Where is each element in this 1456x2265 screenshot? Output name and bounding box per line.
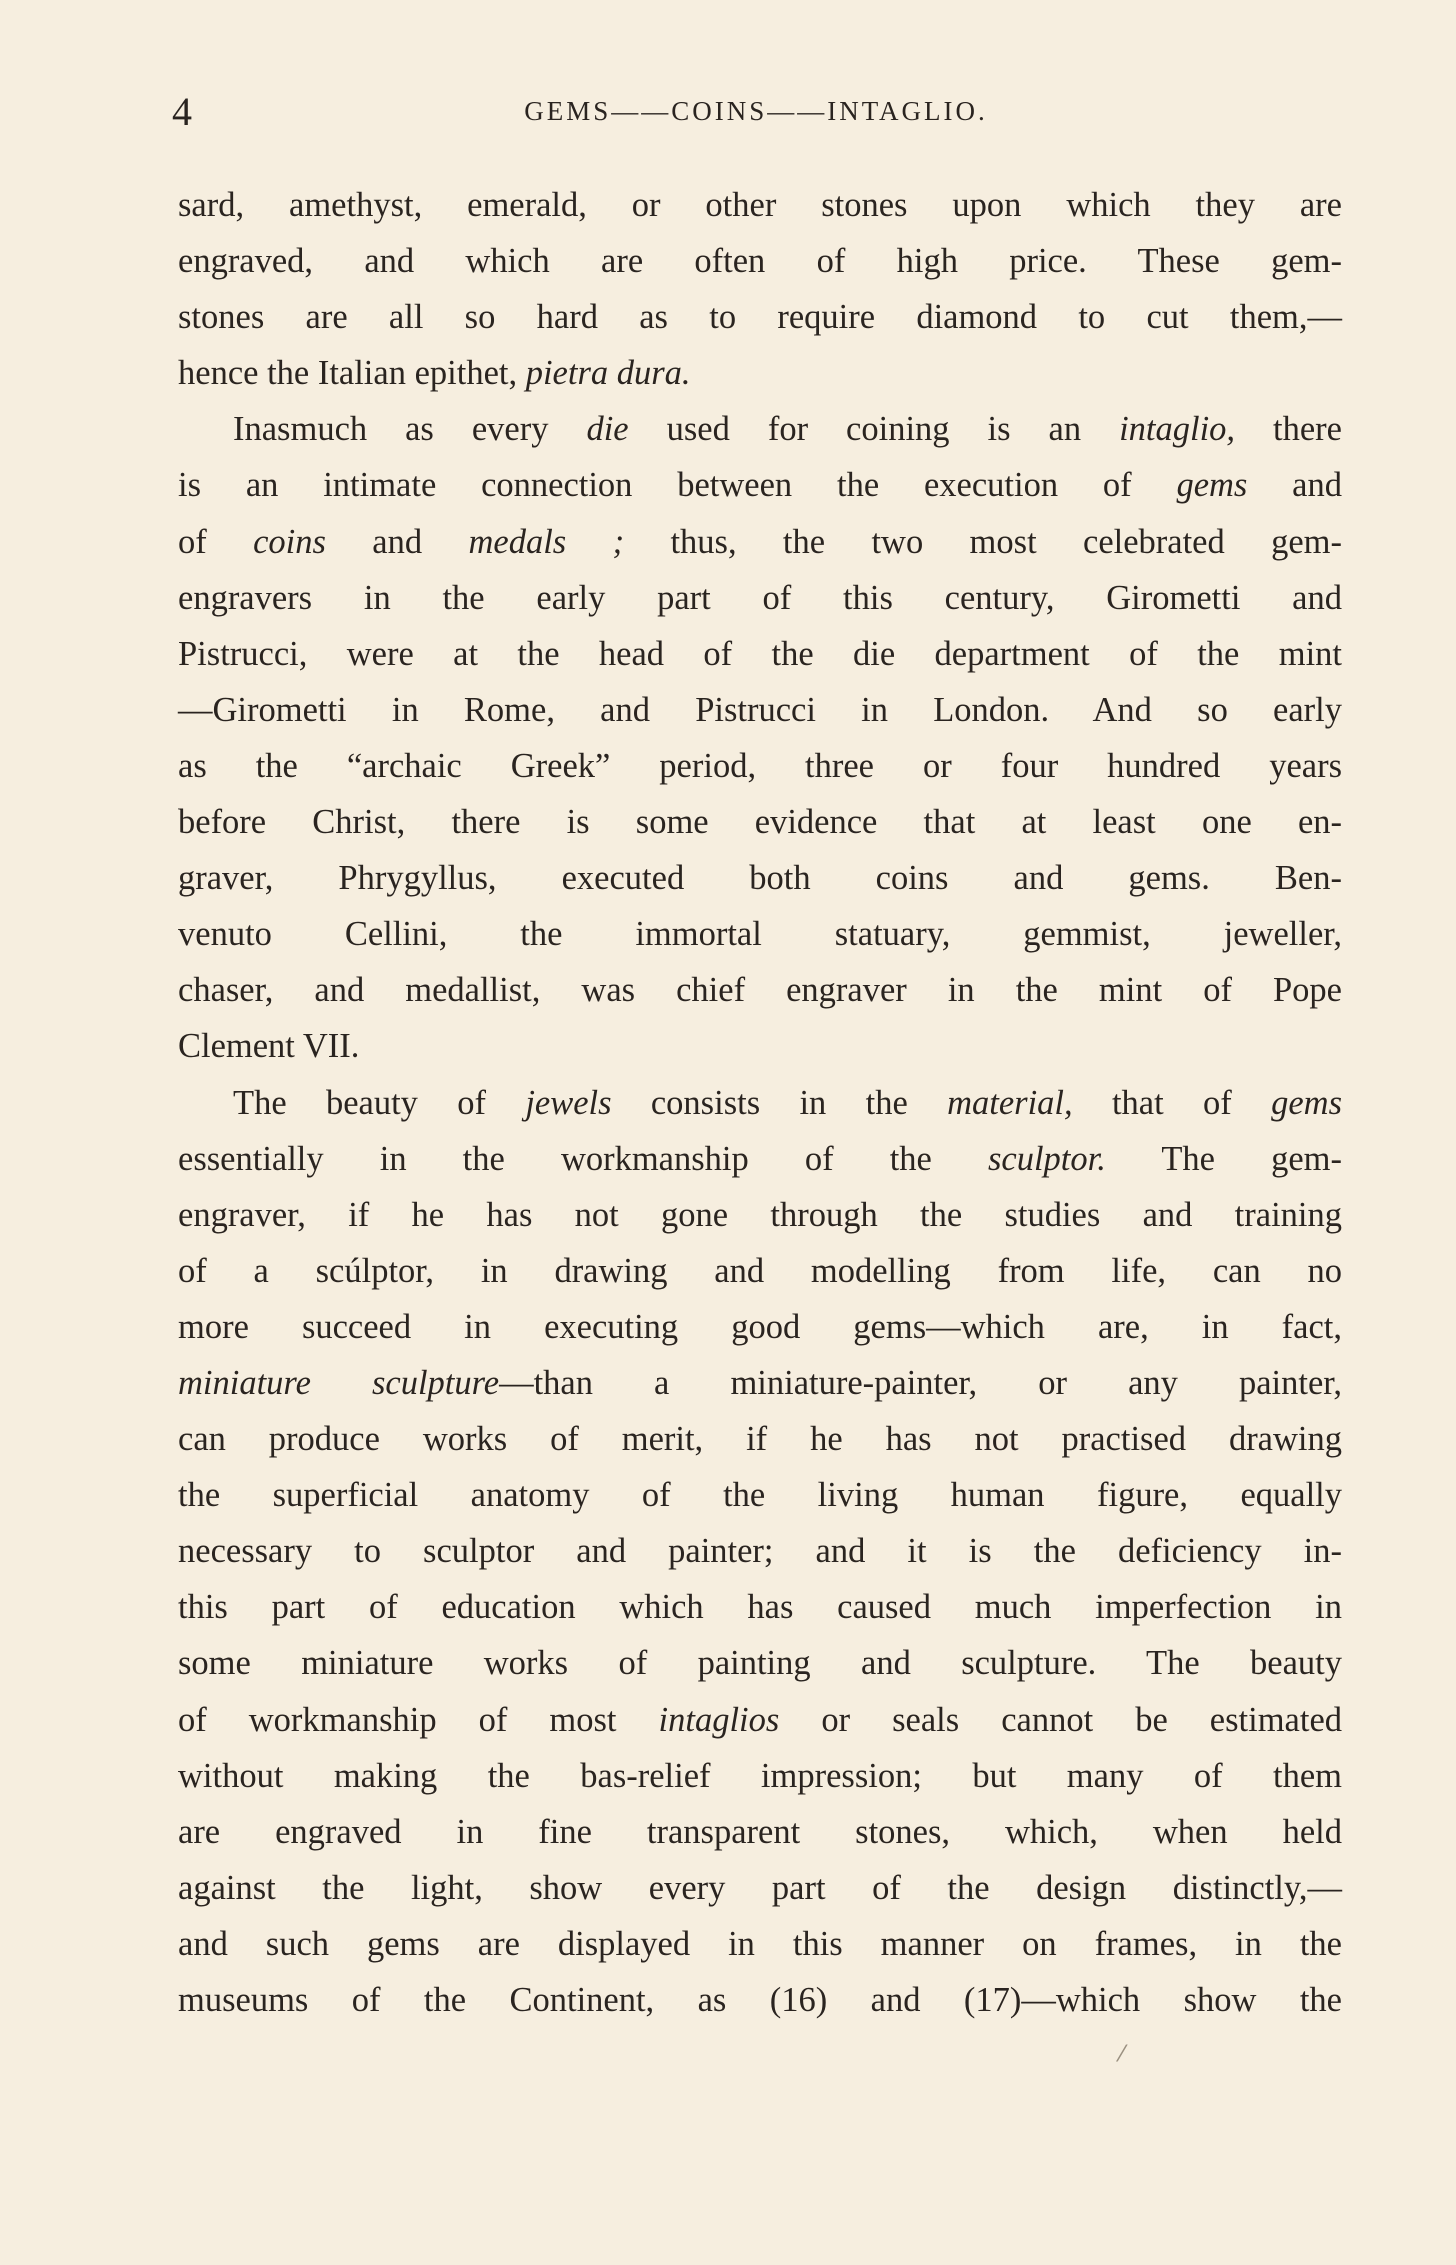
text-run: necessary to sculptor and painter; and it is the deficiency in- (178, 1532, 1342, 1571)
text-line (178, 1579, 1342, 1635)
page-header (172, 88, 1340, 138)
text-run: engravers in the early part of this century, Girometti and (178, 578, 1342, 617)
text-run: as the “archaic Greek” period, three or four hundred years (178, 746, 1342, 785)
text-run: some miniature works of painting and sculpture. The beauty (178, 1644, 1342, 1683)
running-head: GEMS——COINS——INTAGLIO. (524, 96, 988, 126)
text-line (178, 1523, 1342, 1579)
text-run: are engraved in fine transparent stones, which, when held (178, 1812, 1342, 1851)
text-run: there (1235, 410, 1342, 449)
text-run: graver, Phrygyllus, executed both coins and gems. Ben- (178, 859, 1342, 898)
text-line (178, 1411, 1342, 1467)
text-line (178, 1243, 1342, 1299)
text-run: hence the Italian epithet, (178, 354, 526, 393)
page-number: 4 (172, 89, 192, 134)
text-run: consists in the (611, 1083, 948, 1122)
text-run: thus, the two most celebrated gem- (624, 522, 1342, 561)
text-run: chaser, and medallist, was chief engraver in the mint of Pope (178, 971, 1342, 1010)
italic-text: pietra dura. (525, 354, 691, 393)
text-run: sard, amethyst, emerald, or other stones upon which they are (178, 186, 1342, 224)
italic-text: die (586, 410, 629, 449)
text-line (178, 514, 1342, 570)
text-run: venuto Cellini, the immortal statuary, gemmist, jeweller, (178, 915, 1342, 954)
italic-text: intaglios (658, 1700, 780, 1739)
italic-text: coins (253, 522, 326, 561)
text-line (178, 1860, 1342, 1916)
text-line (178, 1131, 1342, 1187)
text-line (178, 401, 1342, 457)
text-line (178, 1187, 1342, 1243)
text-run: or seals cannot be estimated (779, 1700, 1343, 1739)
text-line (178, 1355, 1342, 1411)
text-line (178, 289, 1342, 345)
italic-text: intaglio, (1119, 410, 1236, 449)
italic-text: gems (1176, 466, 1248, 505)
text-line (178, 626, 1342, 682)
italic-text: gems (1271, 1083, 1342, 1122)
text-run: of workmanship of most (178, 1700, 659, 1739)
text-run: —Girometti in Rome, and Pistrucci in London. And so early (178, 690, 1342, 729)
text-run: and (325, 522, 469, 561)
text-run: essentially in the workmanship of the (178, 1139, 988, 1178)
text-run: used for coining is an (628, 410, 1120, 449)
text-line (178, 1972, 1342, 2028)
text-run: and (1247, 466, 1342, 505)
italic-text: medals ; (468, 522, 625, 561)
text-line (178, 738, 1342, 794)
text-run: The beauty of (233, 1083, 526, 1122)
text-run: Pistrucci, were at the head of the die department of the mint (178, 634, 1342, 673)
stray-mark: ⁄ (1120, 2042, 1124, 2067)
text-line (178, 1075, 1342, 1131)
text-run: —than a miniature-painter, or any painter, (499, 1363, 1342, 1402)
text-run: can produce works of merit, if he has not practised drawing (178, 1420, 1342, 1459)
text-run: engraver, if he has not gone through the studies and training (178, 1195, 1342, 1234)
text-line (178, 345, 1342, 401)
text-line (178, 682, 1342, 738)
text-run: of (178, 522, 254, 561)
text-line (178, 1018, 1342, 1074)
text-run: of a scúlptor, in drawing and modelling from life, can no (178, 1251, 1342, 1290)
text-line (178, 1804, 1342, 1860)
text-run: museums of the Continent, as (16) and (17)—which show the (178, 1981, 1342, 2019)
text-run: Inasmuch as every (233, 410, 587, 449)
text-line (178, 850, 1342, 906)
text-line (178, 177, 1342, 233)
text-run: Clement VII. (178, 1027, 360, 1066)
text-line (178, 233, 1342, 289)
text-run: more succeed in executing good gems—which are, in fact, (178, 1307, 1342, 1346)
text-line (178, 1916, 1342, 1972)
text-run: The gem- (1105, 1139, 1342, 1178)
italic-text: sculptor. (987, 1139, 1106, 1178)
text-line (178, 1635, 1342, 1691)
italic-text: material, (947, 1083, 1073, 1122)
text-line (178, 906, 1342, 962)
italic-text: jewels (525, 1083, 612, 1122)
text-line (178, 1299, 1342, 1355)
text-run: that of (1072, 1083, 1272, 1122)
text-run: before Christ, there is some evidence that at least one en- (178, 803, 1342, 842)
text-line (178, 457, 1342, 513)
body-text (178, 177, 1342, 2028)
text-line (178, 570, 1342, 626)
text-run: this part of education which has caused much imperfection in (178, 1588, 1342, 1627)
text-line (178, 1748, 1342, 1804)
italic-text: miniature sculpture (178, 1363, 500, 1402)
text-run: stones are all so hard as to require diamond to cut them,— (178, 298, 1342, 337)
text-run: and such gems are displayed in this manner on frames, in the (178, 1924, 1342, 1963)
text-run: the superficial anatomy of the living human figure, equally (178, 1476, 1342, 1515)
text-line (178, 1692, 1342, 1748)
text-run: is an intimate connection between the execution of (178, 466, 1177, 505)
text-run: without making the bas-relief impression; but many of them (178, 1756, 1342, 1795)
text-line (178, 962, 1342, 1018)
text-line (178, 794, 1342, 850)
text-run: engraved, and which are often of high price. These gem- (178, 242, 1342, 281)
text-run: against the light, show every part of the design distinctly,— (178, 1868, 1342, 1907)
text-line (178, 1467, 1342, 1523)
